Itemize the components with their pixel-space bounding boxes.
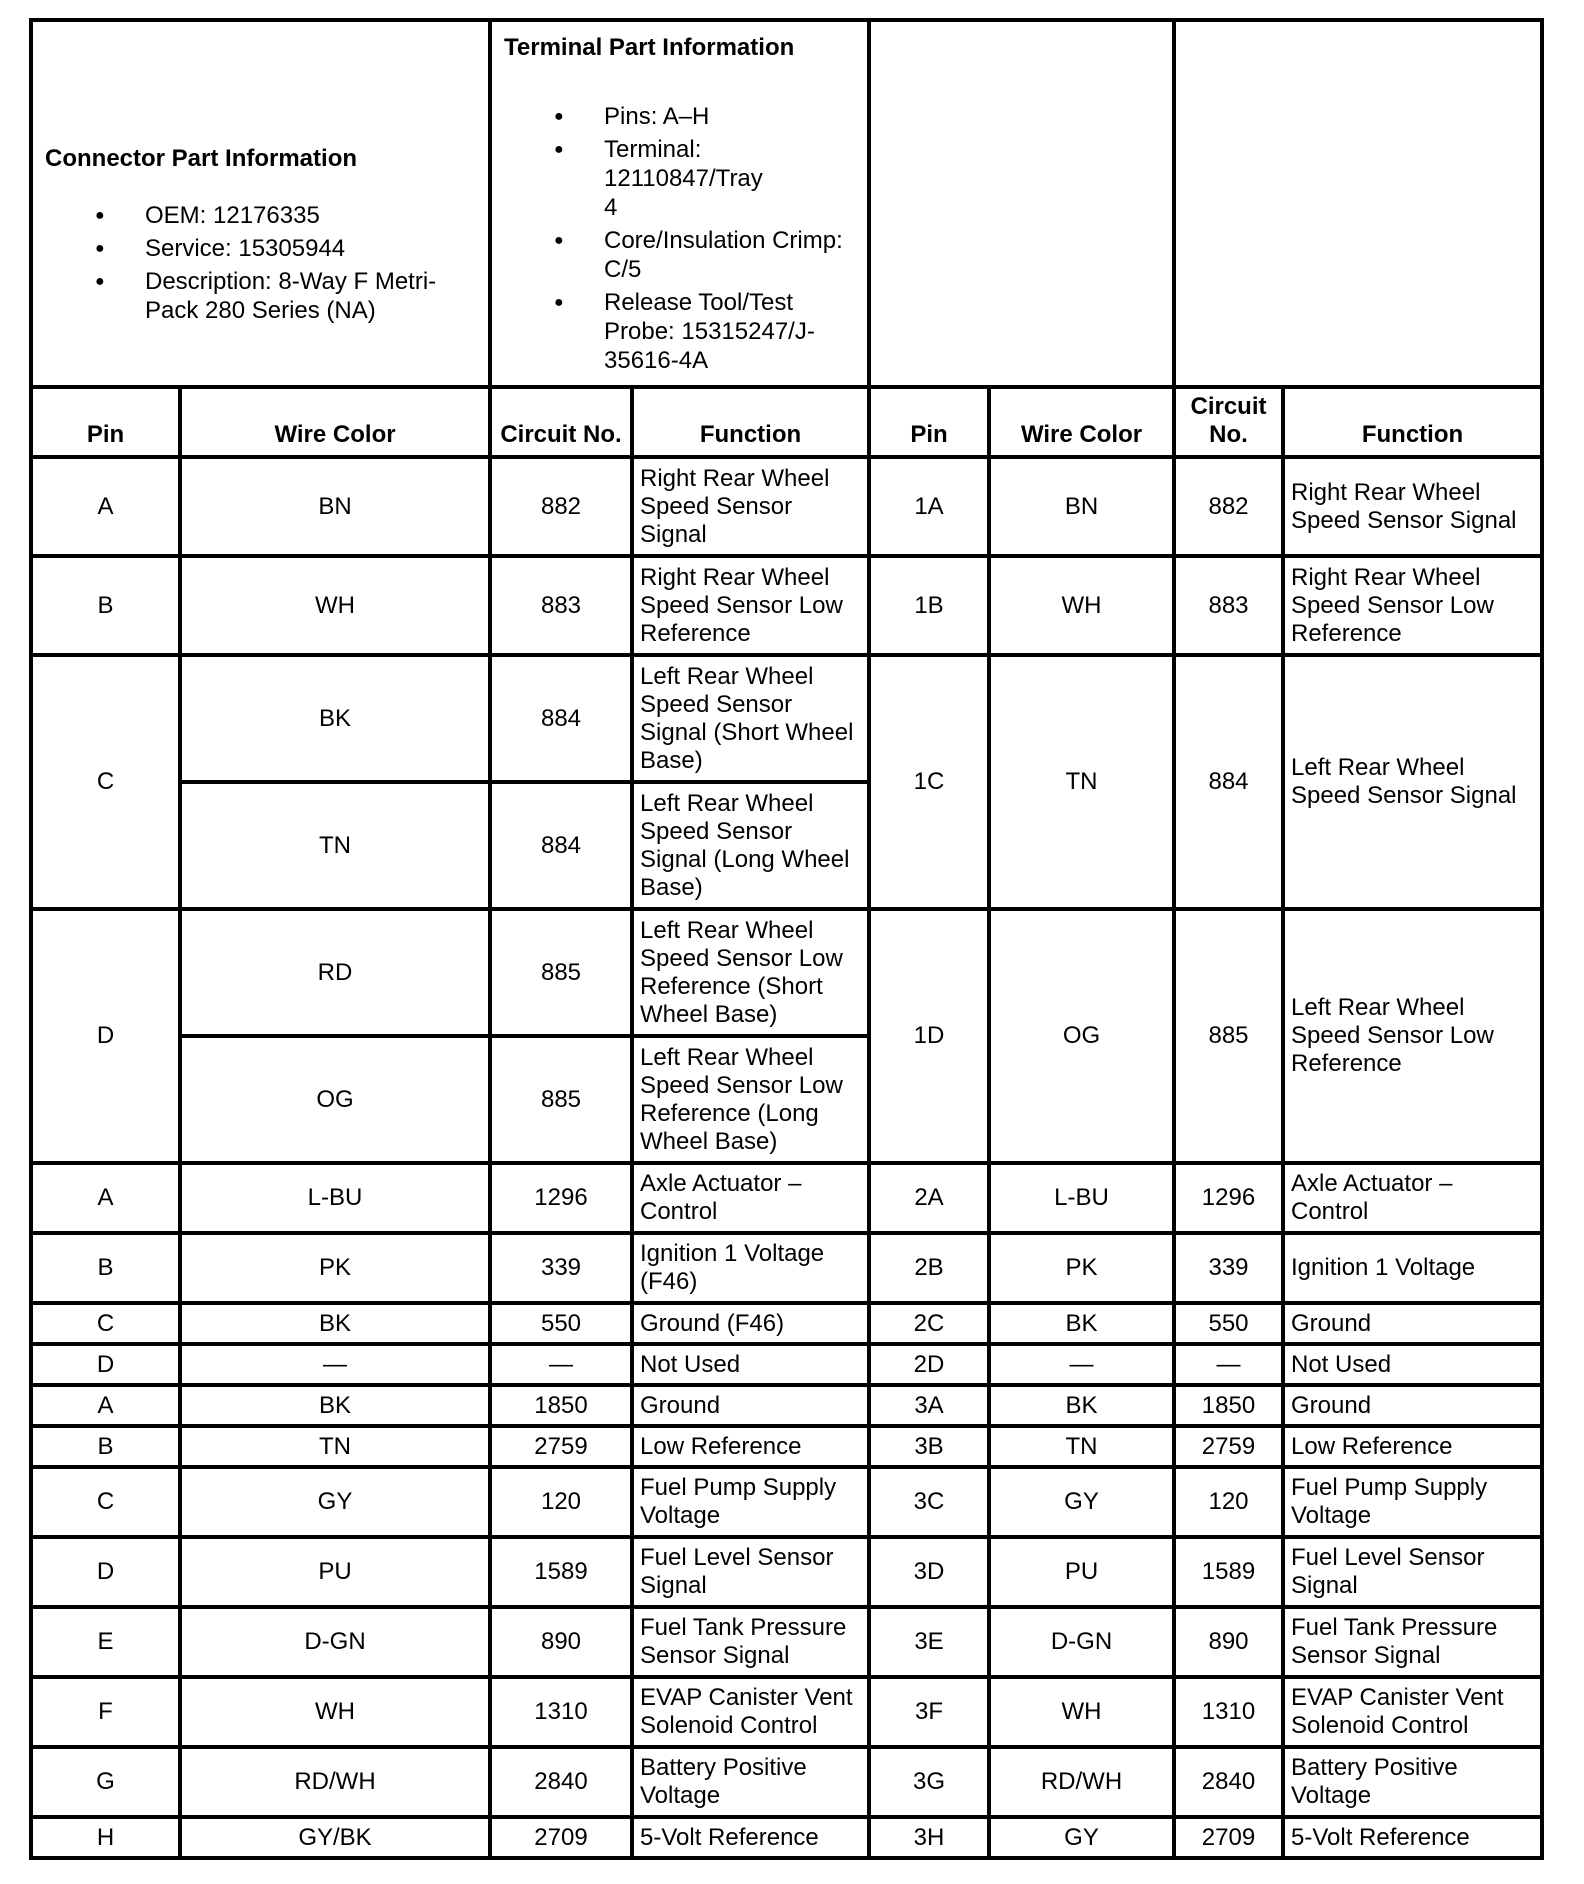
pinout-table bbox=[29, 18, 1544, 1860]
wire-color-cell: BK bbox=[989, 1385, 1174, 1426]
wire-color-cell: GY bbox=[180, 1467, 490, 1537]
pin-cell: 2D bbox=[869, 1344, 989, 1385]
connector-part-info bbox=[31, 20, 490, 387]
pin-cell: D bbox=[31, 909, 180, 1163]
function-cell: Battery Positive Voltage bbox=[632, 1747, 869, 1817]
pin-cell: 1B bbox=[869, 556, 989, 655]
wire-color-cell: WH bbox=[180, 556, 490, 655]
function-cell: Left Rear Wheel Speed Sensor Low Reference (Long Wheel Base) bbox=[632, 1036, 869, 1163]
wire-color-cell: L-BU bbox=[180, 1163, 490, 1233]
connector-info-title: Connector Part Information bbox=[45, 144, 358, 172]
table-row bbox=[31, 1426, 1542, 1467]
wire-color-cell: RD/WH bbox=[989, 1747, 1174, 1817]
pin-cell: 2C bbox=[869, 1303, 989, 1344]
function-cell: EVAP Canister Vent Solenoid Control bbox=[632, 1677, 869, 1747]
pin-cell: C bbox=[31, 655, 180, 909]
function-cell: Low Reference bbox=[632, 1426, 869, 1467]
pin-cell: 1A bbox=[869, 457, 989, 556]
pin-cell: 3B bbox=[869, 1426, 989, 1467]
wire-color-cell: BK bbox=[989, 1303, 1174, 1344]
wire-color-cell: GY bbox=[989, 1467, 1174, 1537]
wire-color-cell: WH bbox=[180, 1677, 490, 1747]
pin-cell: D bbox=[31, 1344, 180, 1385]
pin-cell: 3D bbox=[869, 1537, 989, 1607]
circuit-cell: 1296 bbox=[490, 1163, 632, 1233]
part-info-row bbox=[31, 20, 1542, 387]
pin-cell: 3A bbox=[869, 1385, 989, 1426]
circuit-cell: 885 bbox=[1174, 909, 1283, 1163]
terminal-part-info bbox=[490, 20, 869, 387]
pin-cell: G bbox=[31, 1747, 180, 1817]
circuit-cell: 884 bbox=[1174, 655, 1283, 909]
header-pin: Pin bbox=[31, 387, 180, 457]
circuit-cell: 2840 bbox=[1174, 1747, 1283, 1817]
function-cell: Left Rear Wheel Speed Sensor Low Reference bbox=[1283, 909, 1542, 1163]
circuit-cell: — bbox=[490, 1344, 632, 1385]
list-item: ● Description: 8-Way F Metri-Pack 280 Series (NA) bbox=[45, 267, 455, 325]
pin-cell: A bbox=[31, 457, 180, 556]
table-row bbox=[31, 556, 1542, 655]
header-circuit: Circuit No. bbox=[490, 387, 632, 457]
connector-end-view-sheet bbox=[29, 18, 1544, 1860]
circuit-cell: 1589 bbox=[490, 1537, 632, 1607]
list-item: ● Core/Insulation Crimp: C/5 bbox=[504, 226, 854, 284]
table-row bbox=[31, 1537, 1542, 1607]
function-cell: Fuel Pump Supply Voltage bbox=[632, 1467, 869, 1537]
wire-color-cell: BK bbox=[180, 1385, 490, 1426]
function-cell: Axle Actuator – Control bbox=[1283, 1163, 1542, 1233]
pin-cell: F bbox=[31, 1677, 180, 1747]
table-row bbox=[31, 457, 1542, 556]
wire-color-cell: OG bbox=[989, 909, 1174, 1163]
header-function: Function bbox=[632, 387, 869, 457]
list-item: ● Service: 15305944 bbox=[45, 234, 482, 263]
list-item: ● OEM: 12176335 bbox=[45, 201, 482, 230]
wire-color-cell: — bbox=[180, 1344, 490, 1385]
wire-color-cell: BN bbox=[989, 457, 1174, 556]
header-pin: Pin bbox=[869, 387, 989, 457]
circuit-cell: 550 bbox=[1174, 1303, 1283, 1344]
function-cell: Ignition 1 Voltage bbox=[1283, 1233, 1542, 1303]
blank-cell bbox=[869, 20, 1174, 387]
circuit-cell: 1296 bbox=[1174, 1163, 1283, 1233]
pin-cell: 3E bbox=[869, 1607, 989, 1677]
function-cell: Battery Positive Voltage bbox=[1283, 1747, 1542, 1817]
terminal-info-title: Terminal Part Information bbox=[504, 34, 795, 61]
function-cell: Right Rear Wheel Speed Sensor Signal bbox=[1283, 457, 1542, 556]
list-item: ● Pins: A–H bbox=[504, 102, 861, 131]
circuit-cell: 2759 bbox=[1174, 1426, 1283, 1467]
function-cell: EVAP Canister Vent Solenoid Control bbox=[1283, 1677, 1542, 1747]
function-cell: Left Rear Wheel Speed Sensor Signal (Short Wheel Base) bbox=[632, 655, 869, 782]
function-cell: Right Rear Wheel Speed Sensor Signal bbox=[632, 457, 869, 556]
wire-color-cell: TN bbox=[989, 655, 1174, 909]
circuit-cell: 2709 bbox=[1174, 1817, 1283, 1858]
pin-cell: H bbox=[31, 1817, 180, 1858]
wire-color-cell: WH bbox=[989, 556, 1174, 655]
circuit-cell: 120 bbox=[490, 1467, 632, 1537]
pin-cell: E bbox=[31, 1607, 180, 1677]
pin-cell: C bbox=[31, 1467, 180, 1537]
function-cell: Fuel Tank Pressure Sensor Signal bbox=[632, 1607, 869, 1677]
pin-cell: B bbox=[31, 1233, 180, 1303]
circuit-cell: 882 bbox=[490, 457, 632, 556]
column-header-row bbox=[31, 387, 1542, 457]
function-cell: Ground (F46) bbox=[632, 1303, 869, 1344]
circuit-cell: 1310 bbox=[1174, 1677, 1283, 1747]
function-cell: Axle Actuator – Control bbox=[632, 1163, 869, 1233]
table-row bbox=[31, 1233, 1542, 1303]
pin-cell: D bbox=[31, 1537, 180, 1607]
function-cell: Not Used bbox=[632, 1344, 869, 1385]
wire-color-cell: GY bbox=[989, 1817, 1174, 1858]
function-cell: 5-Volt Reference bbox=[1283, 1817, 1542, 1858]
function-cell: Low Reference bbox=[1283, 1426, 1542, 1467]
pin-cell: A bbox=[31, 1385, 180, 1426]
function-cell: Ground bbox=[632, 1385, 869, 1426]
list-item: ● Terminal: 12110847/Tray 4 bbox=[504, 135, 764, 222]
circuit-cell: 2840 bbox=[490, 1747, 632, 1817]
pin-cell: 2A bbox=[869, 1163, 989, 1233]
wire-color-cell: OG bbox=[180, 1036, 490, 1163]
circuit-cell: 2759 bbox=[490, 1426, 632, 1467]
circuit-cell: 2709 bbox=[490, 1817, 632, 1858]
circuit-cell: 890 bbox=[1174, 1607, 1283, 1677]
pin-cell: 3C bbox=[869, 1467, 989, 1537]
wire-color-cell: L-BU bbox=[989, 1163, 1174, 1233]
table-row bbox=[31, 1747, 1542, 1817]
header-wire-color: Wire Color bbox=[180, 387, 490, 457]
circuit-cell: 883 bbox=[490, 556, 632, 655]
function-cell: Fuel Level Sensor Signal bbox=[632, 1537, 869, 1607]
header-wire-color: Wire Color bbox=[989, 387, 1174, 457]
circuit-cell: 339 bbox=[490, 1233, 632, 1303]
circuit-cell: 339 bbox=[1174, 1233, 1283, 1303]
function-cell: Left Rear Wheel Speed Sensor Signal (Long Wheel Base) bbox=[632, 782, 869, 909]
function-cell: Right Rear Wheel Speed Sensor Low Reference bbox=[632, 556, 869, 655]
circuit-cell: 890 bbox=[490, 1607, 632, 1677]
circuit-cell: 550 bbox=[490, 1303, 632, 1344]
wire-color-cell: D-GN bbox=[180, 1607, 490, 1677]
function-cell: Fuel Tank Pressure Sensor Signal bbox=[1283, 1607, 1542, 1677]
function-cell: Right Rear Wheel Speed Sensor Low Reference bbox=[1283, 556, 1542, 655]
wire-color-cell: BK bbox=[180, 1303, 490, 1344]
wire-color-cell: TN bbox=[989, 1426, 1174, 1467]
wire-color-cell: GY/BK bbox=[180, 1817, 490, 1858]
table-row bbox=[31, 1344, 1542, 1385]
wire-color-cell: TN bbox=[180, 1426, 490, 1467]
pin-cell: C bbox=[31, 1303, 180, 1344]
function-cell: Left Rear Wheel Speed Sensor Signal bbox=[1283, 655, 1542, 909]
circuit-cell: 1850 bbox=[490, 1385, 632, 1426]
wire-color-cell: BK bbox=[180, 655, 490, 782]
wire-color-cell: TN bbox=[180, 782, 490, 909]
circuit-cell: 885 bbox=[490, 1036, 632, 1163]
wire-color-cell: PU bbox=[180, 1537, 490, 1607]
circuit-cell: 882 bbox=[1174, 457, 1283, 556]
table-row bbox=[31, 1677, 1542, 1747]
pin-cell: B bbox=[31, 1426, 180, 1467]
wire-color-cell: — bbox=[989, 1344, 1174, 1385]
pin-cell: 3F bbox=[869, 1677, 989, 1747]
terminal-info-list bbox=[504, 102, 861, 375]
header-circuit: Circuit No. bbox=[1174, 387, 1283, 457]
blank-cell bbox=[1174, 20, 1542, 387]
function-cell: Ground bbox=[1283, 1303, 1542, 1344]
function-cell: 5-Volt Reference bbox=[632, 1817, 869, 1858]
circuit-cell: 1850 bbox=[1174, 1385, 1283, 1426]
circuit-cell: 884 bbox=[490, 655, 632, 782]
function-cell: Fuel Pump Supply Voltage bbox=[1283, 1467, 1542, 1537]
list-item: ● Release Tool/Test Probe: 15315247/J-35616-4A bbox=[504, 288, 834, 375]
wire-color-cell: RD bbox=[180, 909, 490, 1036]
table-row bbox=[31, 655, 1542, 782]
table-row bbox=[31, 909, 1542, 1036]
table-row bbox=[31, 1817, 1542, 1858]
pin-cell: 3G bbox=[869, 1747, 989, 1817]
function-cell: Left Rear Wheel Speed Sensor Low Reference (Short Wheel Base) bbox=[632, 909, 869, 1036]
header-function: Function bbox=[1283, 387, 1542, 457]
connector-info-list bbox=[45, 201, 482, 325]
function-cell: Ignition 1 Voltage (F46) bbox=[632, 1233, 869, 1303]
function-cell: Not Used bbox=[1283, 1344, 1542, 1385]
wire-color-cell: PK bbox=[180, 1233, 490, 1303]
table-row bbox=[31, 1607, 1542, 1677]
table-row bbox=[31, 1467, 1542, 1537]
function-cell: Ground bbox=[1283, 1385, 1542, 1426]
wire-color-cell: PK bbox=[989, 1233, 1174, 1303]
circuit-cell: — bbox=[1174, 1344, 1283, 1385]
circuit-cell: 120 bbox=[1174, 1467, 1283, 1537]
wire-color-cell: PU bbox=[989, 1537, 1174, 1607]
pin-cell: 1D bbox=[869, 909, 989, 1163]
wire-color-cell: RD/WH bbox=[180, 1747, 490, 1817]
wire-color-cell: D-GN bbox=[989, 1607, 1174, 1677]
circuit-cell: 883 bbox=[1174, 556, 1283, 655]
pin-cell: B bbox=[31, 556, 180, 655]
circuit-cell: 1310 bbox=[490, 1677, 632, 1747]
circuit-cell: 1589 bbox=[1174, 1537, 1283, 1607]
pin-cell: 3H bbox=[869, 1817, 989, 1858]
circuit-cell: 884 bbox=[490, 782, 632, 909]
circuit-cell: 885 bbox=[490, 909, 632, 1036]
table-row bbox=[31, 1385, 1542, 1426]
function-cell: Fuel Level Sensor Signal bbox=[1283, 1537, 1542, 1607]
table-row bbox=[31, 1303, 1542, 1344]
table-row bbox=[31, 1163, 1542, 1233]
pin-cell: 1C bbox=[869, 655, 989, 909]
pin-cell: 2B bbox=[869, 1233, 989, 1303]
wire-color-cell: WH bbox=[989, 1677, 1174, 1747]
pin-cell: A bbox=[31, 1163, 180, 1233]
wire-color-cell: BN bbox=[180, 457, 490, 556]
